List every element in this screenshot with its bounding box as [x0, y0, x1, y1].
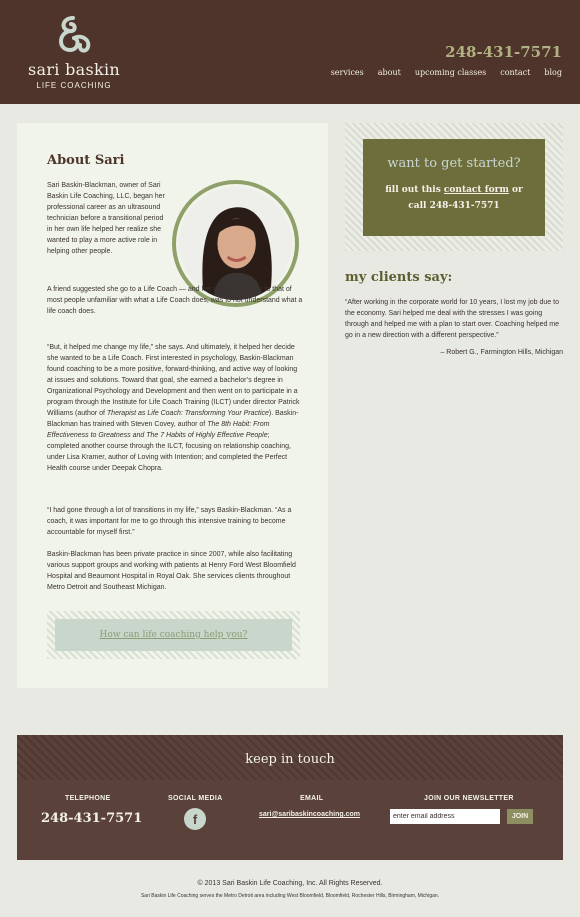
keep-in-touch-section	[17, 735, 563, 860]
social-media-label: SOCIAL MEDIA	[168, 795, 223, 802]
get-started-line-2: call 248-431-7571	[408, 201, 500, 211]
logo-swirl-icon[interactable]	[52, 14, 94, 56]
site-header	[0, 0, 580, 104]
logo-subtitle: LIFE COACHING	[36, 81, 112, 90]
testimonial-quote: “After working in the corporate world for 10 years, I lost my job due to the economy. Sari helped me deal with the stresses I was going through and helped me with a plan to start over. Coaching helped me go in a new direction with a different perspective.”	[345, 299, 560, 339]
get-started-line-1: fill out this contact form or	[385, 185, 523, 195]
newsletter-label: JOIN OUR NEWSLETTER	[424, 795, 514, 802]
about-paragraph-5: Baskin-Blackman has been private practice in since 2007, while also facilitating various support groups and working with patients at Henry Ford West Bloomfield Hospital and Beaumont Hospital in Royal Oak. She services clients throughout Metro Detroit and Southeast Michigan.	[47, 551, 296, 591]
contact-form-link[interactable]: contact form	[443, 185, 509, 195]
telephone-label: TELEPHONE	[65, 795, 111, 802]
coaching-cta-box	[47, 611, 300, 659]
coaching-help-link[interactable]: How can life coaching help you?	[99, 630, 248, 640]
testimonials-title: my clients say:	[345, 270, 453, 285]
nav-services[interactable]: services	[330, 68, 364, 77]
copyright-text: © 2013 Sari Baskin Life Coaching, Inc. All Rights Reserved.	[197, 880, 383, 887]
about-paragraph-3: “But, it helped me change my life,” she says. And ultimately, it helped her decide she wanted to be a Life Coach. First interested in psychology, Baskin-Blackman found coaching to be a more positive, forward-thinking, and active way of looking at issues and solutions. Toward that goal, she earned a bachelor’s degree in Organizational Psychology and Development and then went on to participate in a program through the Institute for Life Coach Training (ILCT) under director Patrick Williams (author of Therapist as Life Coach: Transforming Your Practice). Baskin-Blackman has trained with Steven Covey, author of The 8th Habit: From Effectiveness to Greatness and The 7 Habits of Highly Effective People; completed another course through the ILCT, focusing on relationship coaching, under Lisa Kramer, author of Loving with Intention; and completed the Perfect Health course under Deepak Chopra.	[47, 344, 300, 472]
nav-blog[interactable]: blog	[544, 68, 562, 77]
nav-upcoming-classes[interactable]: upcoming classes	[414, 68, 487, 77]
get-started-title: want to get started?	[387, 156, 521, 171]
testimonial-attribution: – Robert G., Farmington Hills, Michigan	[440, 349, 563, 356]
newsletter-email-input[interactable]	[390, 809, 500, 824]
about-paragraph-1: Sari Baskin-Blackman, owner of Sari Baskin Life Coaching, LLC, began her professional career as an ultrasound technician before a transitional period in her own life helped her realize she wanted to play a more active role in helping other people.	[47, 182, 165, 255]
logo-name[interactable]: sari baskin	[28, 60, 121, 79]
page-title: About Sari	[47, 153, 125, 168]
nav-contact[interactable]: contact	[500, 68, 531, 77]
keep-in-touch-title: keep in touch	[245, 752, 335, 767]
about-panel	[17, 123, 328, 688]
header-phone: 248-431-7571	[445, 43, 562, 61]
nav-about[interactable]: about	[377, 68, 401, 77]
about-paragraph-2: A friend suggested she go to a Life Coach — and her reaction, similar to that of most people unfamiliar with what a Life Coach does, was to not understand what a life coach does.	[47, 286, 303, 315]
service-area-text: Sari Baskin Life Coaching serves the Metro Detroit area including West Bloomfield, Bloomfield, Rochester Hills, Birmingham, Michigan.	[140, 893, 440, 899]
main-nav	[331, 68, 562, 77]
about-paragraph-4: “I had gone through a lot of transitions in my life,” says Baskin-Blackman. “As a coach, it was important for me to go through this intensive training to become accountable for myself first.”	[47, 507, 292, 536]
footer-phone: 248-431-7571	[41, 811, 143, 826]
newsletter-join-button[interactable]: JOIN	[507, 809, 533, 824]
email-label: EMAIL	[300, 795, 324, 802]
facebook-icon[interactable]: f	[184, 808, 206, 830]
footer-email-link[interactable]: sari@saribaskincoaching.com	[259, 811, 360, 818]
get-started-panel	[363, 139, 545, 236]
get-started-box	[345, 123, 563, 251]
